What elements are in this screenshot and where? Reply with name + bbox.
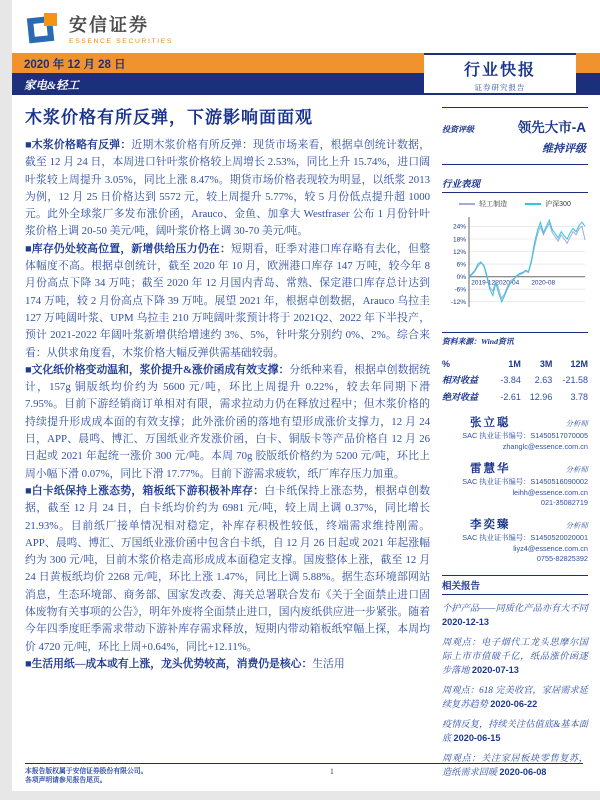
analyst-email[interactable]: liyz4@essence.com.cn [513,544,588,553]
rating-box [442,107,588,165]
chart-source: 资料来源：Wind资讯 [442,332,588,347]
rating-value: 领先大市-A [517,120,586,135]
table-row-relative-return: 相对收益 -3.84 2.63 -21.58 [442,374,588,385]
report-subtitle: 证券研究报告 [474,83,526,92]
legend-swatch-csi300 [525,203,541,205]
rating-label: 投资评级 [442,125,474,134]
related-report-link[interactable]: 周观点：电子烟代工龙头思摩尔国际上市市值破千亿，纸品涨价函逐步落地 2020-07-13 [442,637,588,675]
svg-text:2019-12: 2019-12 [471,279,496,287]
table-row-absolute-return: 绝对收益 -2.61 12.96 3.78 [442,391,588,402]
disclaimer-line1: 本报告版权属于安信证券股份有限公司。 [25,768,148,775]
performance-section-title: 行业表现 [442,176,588,193]
related-reports-title: 相关报告 [442,575,588,595]
paragraph-culture-paper: ■文化纸价格变动温和，浆价提升&涨价函成有效支撑：分纸种来看，根据卓创数据统计，157g 铜版纸均价约为 5600 元/吨，环比上周提升 0.22%，较去年同期下滑 7.95%。目前下游经销商订单相对有限，需求拉动力仍在释放过程中；但木浆价格的持续提升形成成本面的有效支撑；此外涨价函的落地有望形成涨价支撑力，12 月 24 日，APP、晨鸣、博汇、万国纸业齐发涨价函，白卡、铜版卡等产品价格自 12 月 26 日起或 2021 年起统一涨价 300 元/吨。本周 70g 胶版纸价格约为 5200 元/吨，环比上周小幅下滑 0.07%，同比下滑 17.77%。目前下游需求疲软，纸厂库存压力加重。 [25,363,431,480]
report-type-box [424,53,576,95]
related-report-link[interactable]: 周观点：关注家居板块零售复苏，造纸需求回暖 2020-06-08 [442,753,588,777]
chart-legend [442,199,588,209]
header-band [12,53,600,95]
legend-swatch-light-industry [459,203,475,205]
svg-text:12%: 12% [452,248,466,256]
paragraph-whiteboard: ■白卡纸保持上涨态势，箱板纸下游积极补库存：白卡纸保持上涨态势，根据卓创数据，截至 12 月 24 日，白卡纸均价约为 6981 元/吨，较上周上调 0.37%，同比增长 21.93%。目前纸厂接单情况相对稳定，补库存积极性较低，终端需求维持刚需。APP、晨鸣、博汇、万国纸业涨价函中包含白卡纸，自 12 月 26 日起或 2021 年起涨幅约为 300 元/吨，目前木浆价格走高形成成本面稳定支撑。国废整体上涨，截至 12 月 24 日黄板纸均价 2268 元/吨，环比上涨 1.47%，同比上调 5.88%。据生态环境部网站消息，生态环境部、商务部、国家发改委、海关总署联合发布《关于全面禁止进口固体废物有关事项的公告》，明年外废将全面禁止进口，国内废纸供应进一步紧张。随着今年四季度旺季需求带动下游补库存需求释放，短期内带动箱板纸窄幅上探，本周均价 4720 元/吨，环比上周+0.64%，同比+12.11%。 [25,484,430,653]
sidebar [442,95,588,779]
svg-text:6%: 6% [456,261,466,269]
svg-text:2020-08: 2020-08 [531,279,556,287]
report-page [12,0,600,791]
svg-text:18%: 18% [452,236,466,244]
legend-label: 沪深300 [545,201,571,208]
page-footer [25,763,583,785]
brand-logo [25,9,600,47]
industry-category: 家电&轻工 [12,73,424,95]
brand-name-en: ESSENCE SECURITIES [69,38,173,45]
related-report-link[interactable]: 疫情反复，持续关注估值底&基本面底 2020-06-15 [442,719,588,743]
analyst-card: 张立聪 分析师 SAC 执业证书编号：S1450517070005 zhanglc@essence.com.cn [442,414,588,451]
essence-logo-icon [25,10,61,46]
svg-text:24%: 24% [452,223,466,231]
paragraph-tissue: ■生活用纸—成本或有上涨，龙头优势较高，消费仍是核心：生活用 [25,657,345,670]
analyst-email[interactable]: leihh@essence.com.cn [512,488,588,497]
related-report-link[interactable]: 个护产品——同质化产品亦有大不同 2020-12-13 [442,603,588,627]
svg-text:-6%: -6% [454,286,466,294]
svg-text:0%: 0% [456,274,466,281]
report-type: 行业快报 [463,62,536,79]
analyst-card: 雷慧华 分析师 SAC 执业证书编号：S1450516090002 leihh@essence.com.cn 021-35082719 [442,460,588,507]
brand-name-cn: 安信证券 [69,15,149,35]
report-date: 2020 年 12 月 28 日 [12,53,424,73]
svg-text:-12%: -12% [450,299,466,307]
related-report-link[interactable]: 周观点：618 完美收官，家居需求延续复苏趋势 2020-06-22 [442,685,588,709]
page-number: 1 [329,767,334,776]
legend-label: 轻工制造 [479,201,508,208]
disclaimer-line2: 各项声明请参见报告尾页。 [25,777,107,784]
analyst-card: 李奕臻 分析师 SAC 执业证书编号：S1450520020001 liyz4@essence.com.cn 0755-82825392 [442,516,588,563]
edge-decoration [576,53,600,95]
returns-table: % 1M 3M 12M 相对收益 -3.84 2.63 -21.58 绝对收益 -2.61 12.96 3.78 [442,357,588,405]
page-title: 木浆价格有所反弹，下游影响面面观 [25,108,313,127]
svg-text:2020-04: 2020-04 [495,279,520,287]
rating-status: 维持评级 [542,143,586,155]
analyst-email[interactable]: zhanglc@essence.com.cn [502,442,588,451]
paragraph-pulp-price: ■木浆价格略有反弹：近期木浆价格有所反弹：现货市场来看，根据卓创统计数据，截至 12 月 24 日，本周进口针叶浆价格较上周增长 2.53%，同比上升 15.74%，进口阔叶浆较上周提升 3.05%，同比上涨 8.47%。期货市场价格表现较为明显，以纸浆 2013 为例，12 月 25 日价格达到 5572 元，较上周提升 5.77%，较 5 月份低点提升超 1000 元。此外全球浆厂多发布涨价函，Arauco、金鱼、加拿大 Westfraser 公布 1 月份针叶浆价格上调 20-50 美元/吨，阔叶浆价格上调 30-70 美元/吨。 [25,139,430,238]
report-body [25,95,430,779]
performance-chart [442,211,588,328]
paragraph-inventory: ■库存仍处较高位置，新增供给压力仍在：短期看，旺季对港口库存略有去化，但整体幅度不高。根据卓创统计，截至 2020 年 10 月，欧洲港口库存 147 万吨，较今年 8 月份高点下降 34 万吨；截至 2020 年 12 月国内青岛、常熟、保定港口库存总计达到 174 万吨，较 2 月份高点下降 39 万吨。展望 2021 年，根据卓创数据，Arauco 乌拉圭 127 万吨阔叶浆、UPM 乌拉圭 210 万吨阔叶浆预计将于 2021Q2、2022 年下半投产，预计 2021-2022 年阔叶浆新增供给增速约 3%、5%，针叶浆分别约 0%、2%。综合来看：从供求角度看，木浆价格大幅反弹供需基础较弱。 [25,242,430,359]
